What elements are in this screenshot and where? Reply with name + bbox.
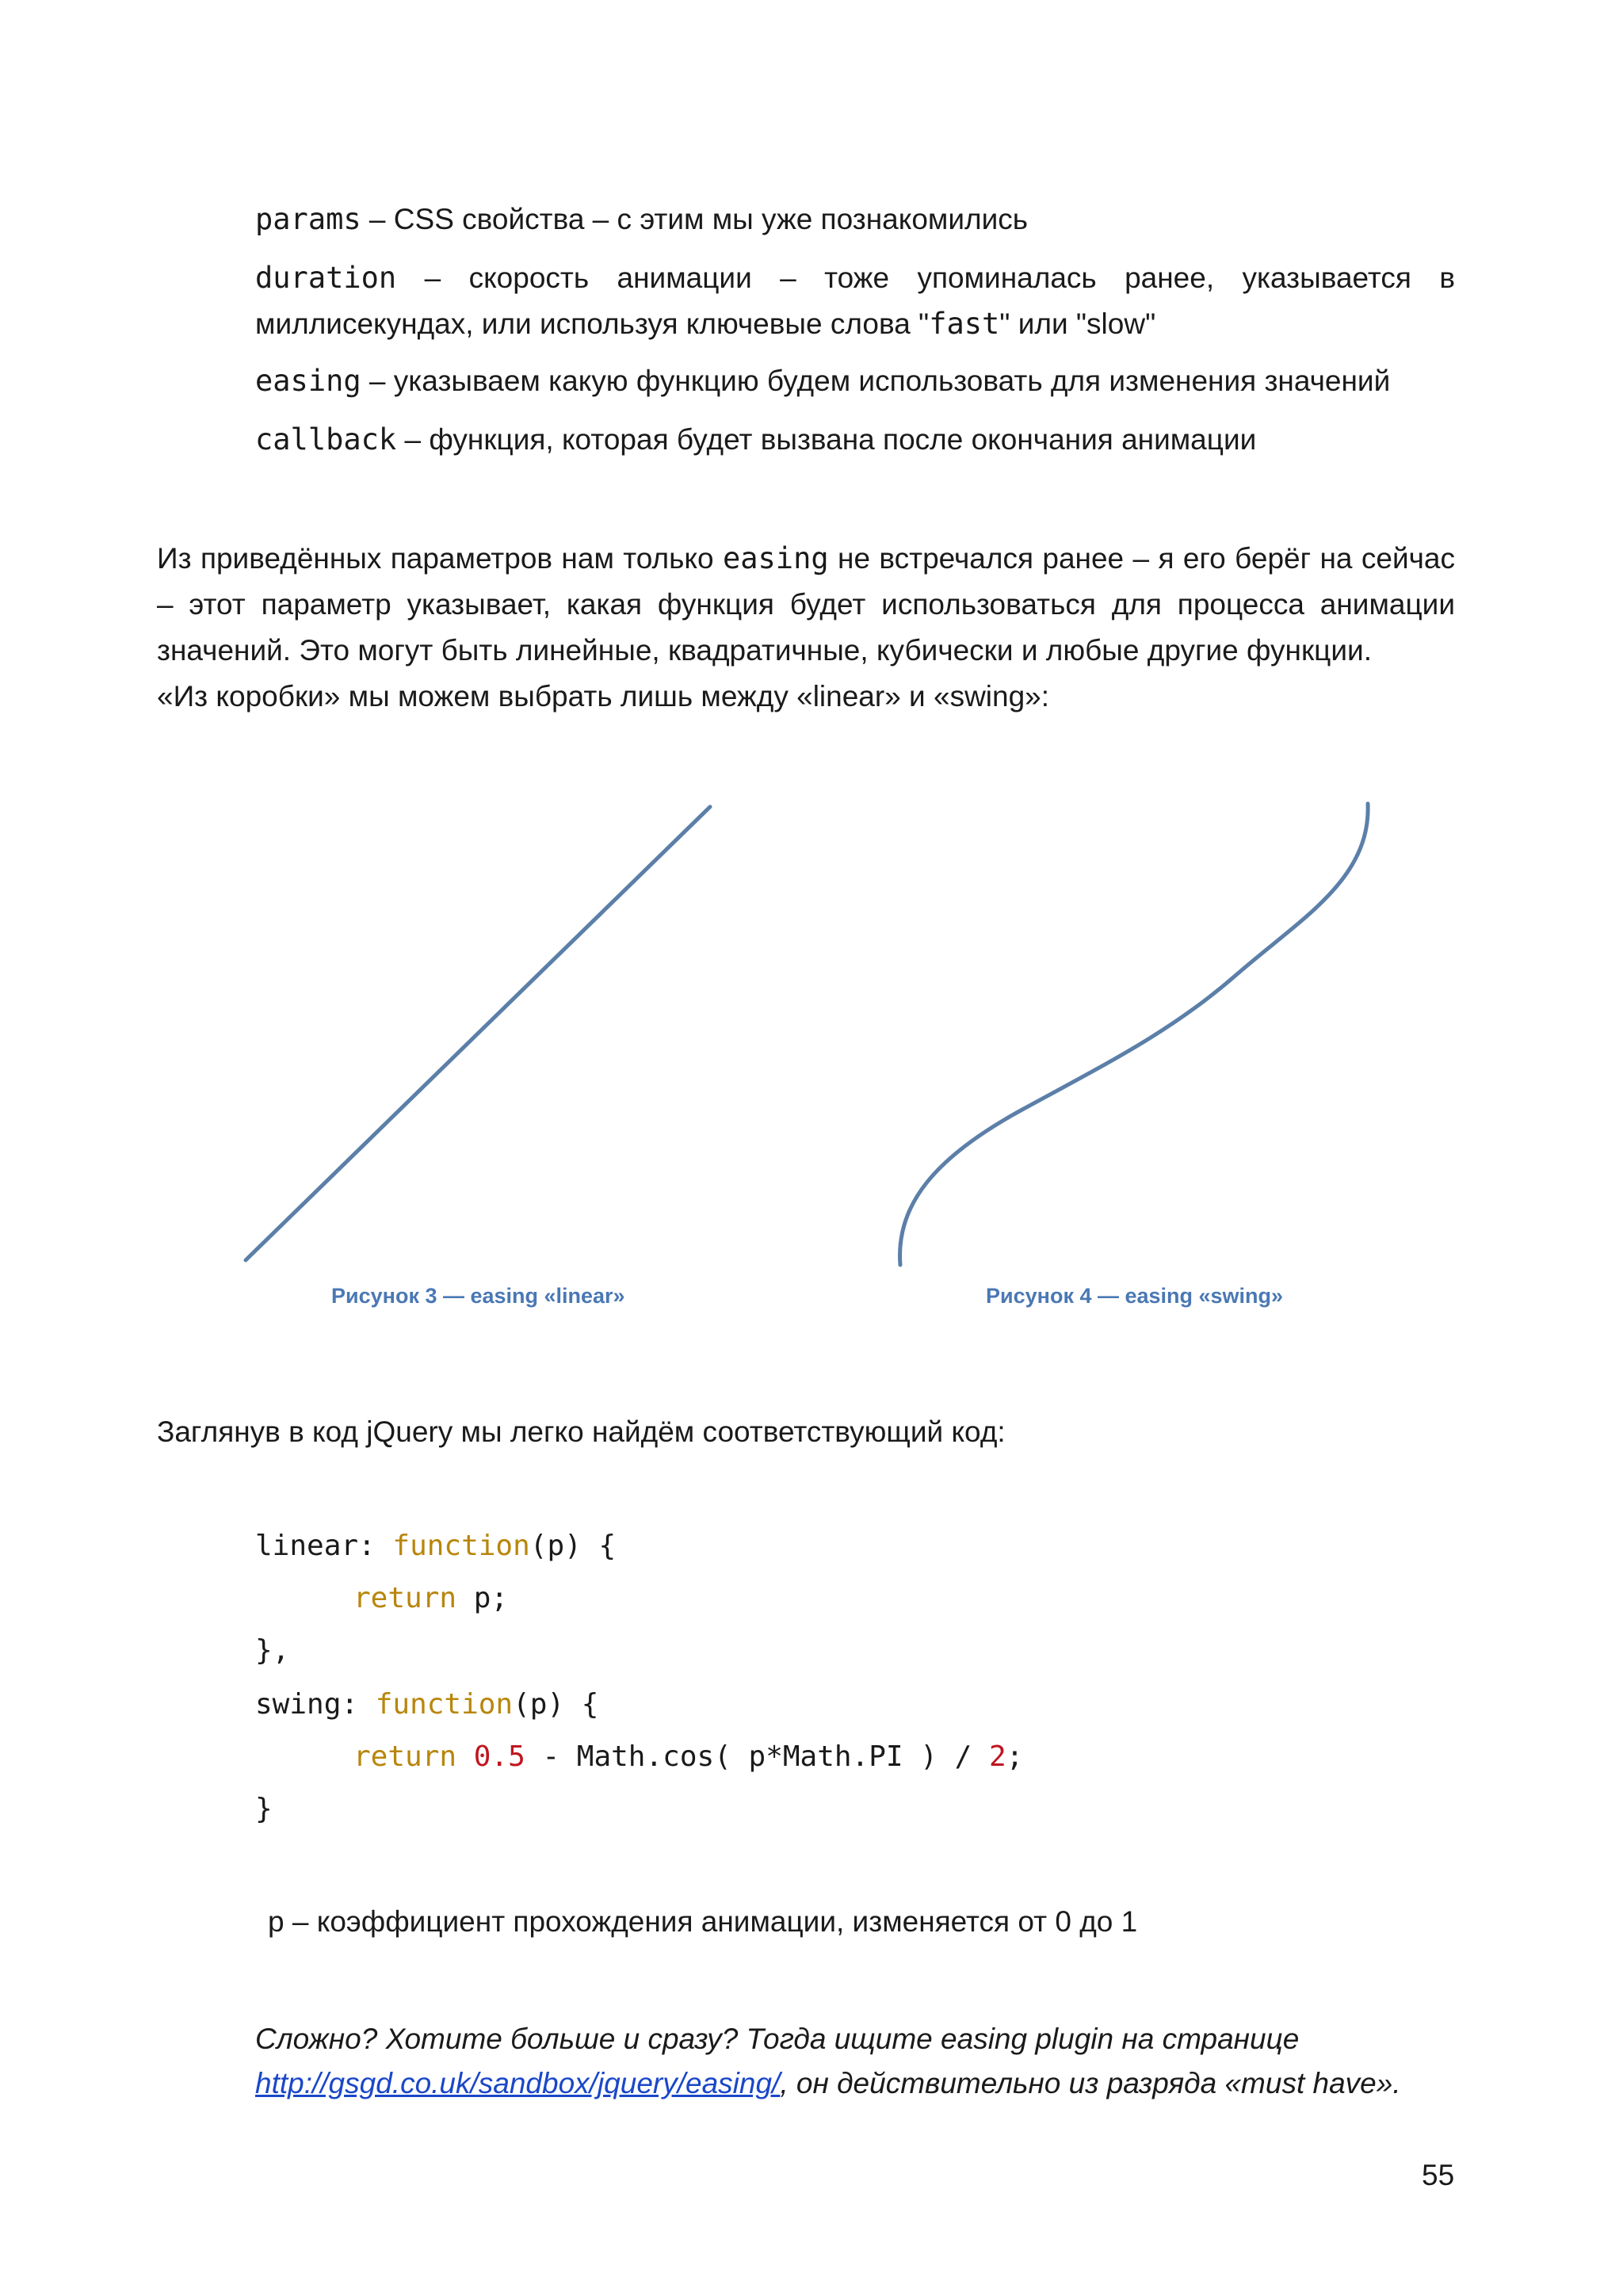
code-number: 2 (988, 1740, 1006, 1773)
code-keyword: function (375, 1688, 514, 1721)
code-text: linear: (255, 1530, 393, 1562)
page-number: 55 (1422, 2159, 1455, 2191)
figure-linear (230, 793, 737, 1276)
tip-line-1: Сложно? Хотите больше и сразу? Тогда ищите easing plugin на странице (255, 2023, 1300, 2055)
param-easing (255, 358, 1455, 404)
param-duration-rest: " или "slow" (999, 308, 1156, 340)
code-line-6: } (255, 1793, 273, 1825)
param-desc-params: – CSS свойства – с этим мы уже познакомились (361, 203, 1029, 235)
param-name-duration: duration (255, 261, 397, 295)
intro-code: easing (722, 541, 829, 575)
code-text: p; (456, 1582, 509, 1614)
param-duration (255, 255, 1455, 347)
coefficient-note: p – коэффициент прохождения анимации, изменяется от 0 до 1 (268, 1905, 1138, 1938)
code-line-1 (255, 1520, 616, 1572)
param-desc-easing: – указываем какую функцию будем использовать для изменения значений (361, 365, 1391, 397)
intro-last-line: «Из коробки» мы можем выбрать лишь между «linear» и «swing»: (157, 680, 1050, 712)
param-name-params: params (255, 202, 361, 236)
code-line-3: }, (255, 1634, 290, 1667)
code-line-4 (255, 1679, 598, 1731)
swing-curve-svg (888, 793, 1395, 1276)
caption-linear: Рисунок 3 — easing «linear» (331, 1284, 625, 1308)
code-keyword: return (353, 1740, 457, 1773)
param-desc-callback: – функция, которая будет вызвана после окончания анимации (396, 423, 1257, 456)
param-callback (255, 417, 1455, 463)
caption-swing: Рисунок 4 — easing «swing» (986, 1284, 1284, 1308)
tip-line-2-rest: , он действительно из разряда «must have». (780, 2067, 1401, 2099)
intro-part1: Из приведённых параметров нам только (157, 542, 723, 575)
code-text: ; (1006, 1740, 1024, 1773)
code-number: 0.5 (473, 1740, 525, 1773)
easing-plugin-link[interactable]: http://gsgd.co.uk/sandbox/jquery/easing/ (255, 2067, 781, 2099)
figure-swing (888, 793, 1395, 1276)
param-name-callback: callback (255, 422, 397, 457)
code-text: (p) { (529, 1530, 617, 1562)
linear-curve (246, 807, 710, 1260)
param-name-easing: easing (255, 364, 361, 398)
swing-curve (900, 804, 1369, 1265)
tip-line-2 (255, 2061, 1455, 2107)
code-text: (p) { (513, 1688, 599, 1721)
intro-part2: не встречался ранее – я его берёг на сейчас – этот параметр указывает, какая функция будет использоваться для процесса анимации значений. Это могут быть линейные, квадратичные, кубически и любые другие функции. (157, 542, 1455, 667)
intro-paragraph (157, 536, 1455, 720)
code-text: - Math.cos( p*Math.PI ) / (525, 1740, 989, 1773)
param-duration-fast: fast (929, 307, 1000, 341)
code-line-5 (353, 1731, 1023, 1783)
param-desc-duration: – скорость анимации – тоже упоминалась ранее, указывается в миллисекундах, или используя ключевые слова " (255, 262, 1455, 340)
code-keyword: function (392, 1530, 530, 1562)
code-keyword: return (353, 1582, 457, 1614)
linear-curve-svg (230, 793, 737, 1276)
param-params (255, 197, 1455, 243)
code-lead-sentence: Заглянув в код jQuery мы легко найдём соответствующий код: (157, 1415, 1006, 1448)
code-line-2 (353, 1572, 508, 1625)
code-text: swing: (255, 1688, 376, 1721)
